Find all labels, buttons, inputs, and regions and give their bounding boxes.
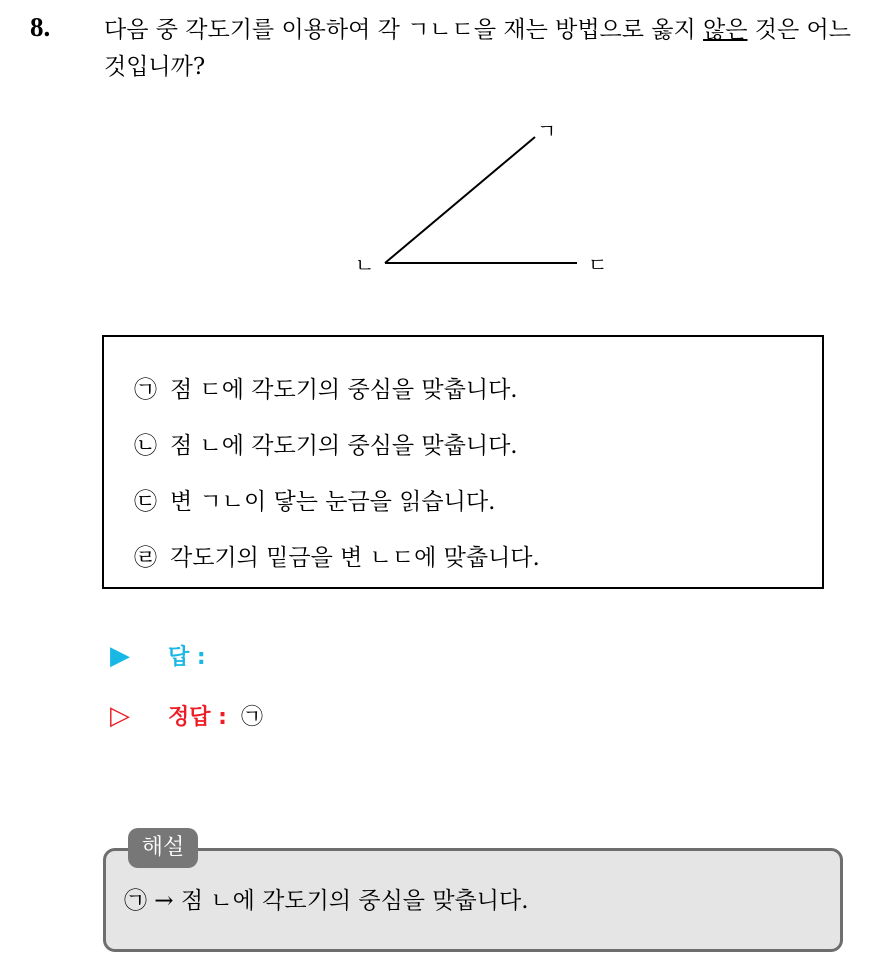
choice-b[interactable] <box>134 429 518 463</box>
question-underlined-word: 않은 <box>703 17 748 43</box>
choice-text: 점 ㄷ에 각도기의 중심을 맞춥니다. <box>170 377 518 403</box>
choice-d[interactable] <box>134 541 540 575</box>
correct-answer-value: ㉠ <box>240 705 263 730</box>
question-text <box>104 12 874 86</box>
vertex-label-top: ㄱ <box>537 119 557 143</box>
choice-marker: ㉣ <box>134 545 157 571</box>
explanation-text: ㉠ → 점 ㄴ에 각도기의 중심을 맞춥니다. <box>124 888 529 914</box>
question-text-part2: 것은 어느 것입니까? <box>104 17 851 80</box>
choice-c[interactable] <box>134 485 495 519</box>
outline-triangle-icon: ▷ <box>110 701 130 731</box>
choice-marker: ㉢ <box>134 489 157 515</box>
vertex-label-left: ㄴ <box>355 253 375 277</box>
choice-text: 점 ㄴ에 각도기의 중심을 맞춥니다. <box>170 433 518 459</box>
choice-marker: ㉡ <box>134 433 157 459</box>
choice-text: 변 ㄱㄴ이 닿는 눈금을 읽습니다. <box>170 489 496 515</box>
question-number: 8. <box>30 12 51 42</box>
explanation-tag: 해설 <box>128 828 198 868</box>
choice-text: 각도기의 밑금을 변 ㄴㄷ에 맞춥니다. <box>170 545 540 571</box>
ray-to-top <box>385 137 535 263</box>
angle-figure <box>340 110 620 290</box>
answer-line <box>110 640 206 671</box>
play-triangle-icon: ▶ <box>110 641 130 671</box>
choice-a[interactable] <box>134 373 518 407</box>
choices-box <box>102 335 824 589</box>
choice-marker: ㉠ <box>134 377 157 403</box>
answer-label: 답 : <box>168 645 206 670</box>
vertex-label-right: ㄷ <box>588 253 608 277</box>
correct-answer-label: 정답 : <box>168 705 227 730</box>
correct-answer-line <box>110 700 263 731</box>
question-text-part1: 다음 중 각도기를 이용하여 각 ㄱㄴㄷ을 재는 방법으로 옳지 <box>104 17 704 43</box>
